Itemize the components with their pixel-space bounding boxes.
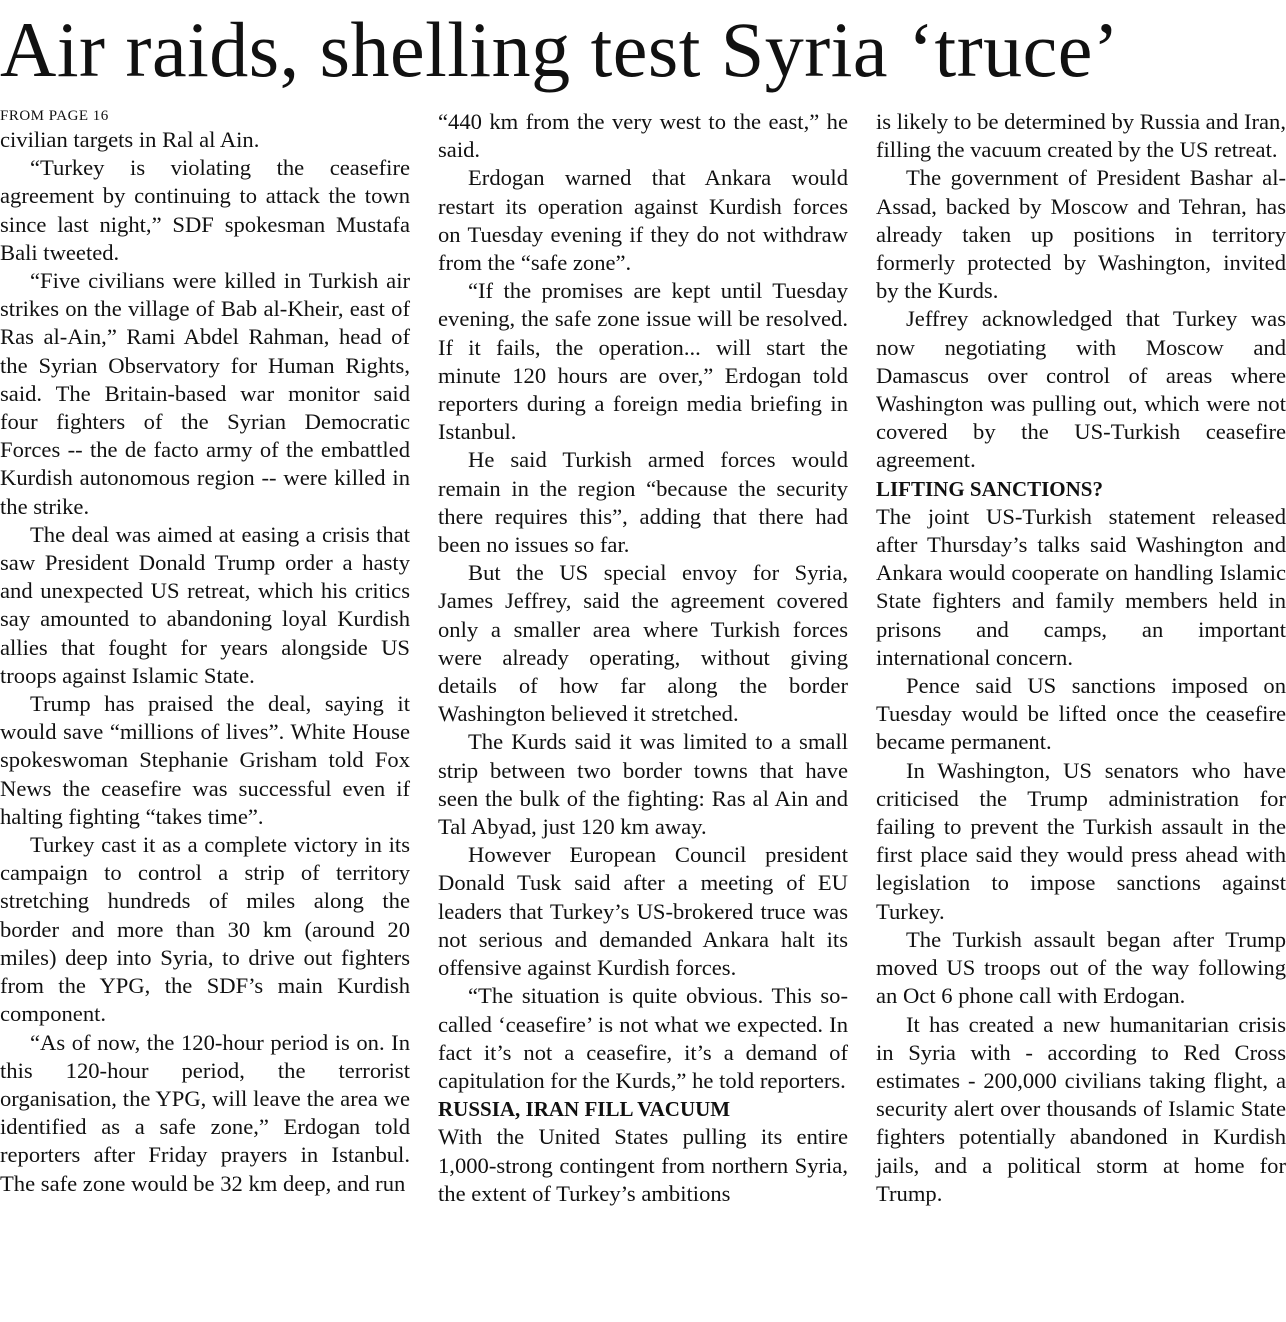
paragraph: With the United States pulling its entire 1,000-strong contingent from northern Syria, the extent of Turkey’s ambitions <box>438 1124 848 1206</box>
paragraph: is likely to be determined by Russia and Iran, filling the vacuum created by the US retreat. <box>876 109 1286 163</box>
paragraph: The joint US-Turkish statement released after Thursday’s talks said Washington and Ankara would cooperate on handling Islamic State fighters and family members held in prisons and camps, an important international concern. <box>876 503 1286 670</box>
paragraph: “440 km from the very west to the east,” he said. <box>438 109 848 163</box>
section-subhead: LIFTING SANCTIONS? <box>876 476 1103 501</box>
paragraph: Pence said US sanctions imposed on Tuesday would be lifted once the ceasefire became permanent. <box>876 673 1286 755</box>
paragraph: However European Council president Donald Tusk said after a meeting of EU leaders that Turkey’s US-brokered truce was not serious and demanded Ankara halt its offensive against Kurdish forces. <box>438 842 848 981</box>
paragraph: He said Turkish armed forces would remain in the region “because the security there requires this”, adding that there had been no issues so far. <box>438 447 848 558</box>
paragraph: The government of President Bashar al-Assad, backed by Moscow and Tehran, has already taken up positions in territory formerly protected by Washington, invited by the Kurds. <box>876 165 1286 304</box>
article-column-2 <box>438 108 848 1208</box>
paragraph: “As of now, the 120-hour period is on. In this 120-hour period, the terrorist organisation, the YPG, will leave the area we identified as a safe zone,” Erdogan told reporters after Friday prayers in Istanbul. The safe zone would be 32 km deep, and run <box>0 1029 410 1196</box>
paragraph: It has created a new humanitarian crisis in Syria with - according to Red Cross estimates - 200,000 civilians taking flight, a security alert over thousands of Islamic State fighters potentially abandoned in Kurdish jails, and a political storm at home for Trump. <box>876 1011 1286 1206</box>
paragraph: “The situation is quite obvious. This so-called ‘ceasefire’ is not what we expected. In fact it’s not a ceasefire, it’s a demand of capitulation for the Kurds,” he told reporters. <box>438 983 848 1093</box>
continued-from-label: FROM PAGE 16 <box>0 108 109 124</box>
paragraph: Jeffrey acknowledged that Turkey was now negotiating with Moscow and Damascus over control of areas where Washington was pulling out, which were not covered by the US-Turkish ceasefire agreement. <box>876 306 1286 473</box>
paragraph: The Turkish assault began after Trump moved US troops out of the way following an Oct 6 phone call with Erdogan. <box>876 926 1286 1009</box>
section-subhead: RUSSIA, IRAN FILL VACUUM <box>438 1097 731 1122</box>
paragraph: civilian targets in Ral al Ain. <box>0 127 260 152</box>
paragraph: “Turkey is violating the ceasefire agreement by continuing to attack the town since last night,” SDF spokesman Mustafa Bali tweeted. <box>0 155 410 265</box>
paragraph: Erdogan warned that Ankara would restart its operation against Kurdish forces on Tuesday evening if they do not withdraw from the “safe zone”. <box>438 165 848 276</box>
paragraph: In Washington, US senators who have criticised the Trump administration for failing to prevent the Turkish assault in the first place said they would press ahead with legislation to impose sanctions against Turkey. <box>876 757 1286 924</box>
paragraph: But the US special envoy for Syria, James Jeffrey, said the agreement covered only a smaller area where Turkish forces were already operating, without giving details of how far along the border Washington believed it stretched. <box>438 560 848 727</box>
article-column-1 <box>0 107 410 1198</box>
article-column-3 <box>876 108 1286 1208</box>
paragraph: “If the promises are kept until Tuesday evening, the safe zone issue will be resolved. If it fails, the operation... will start the minute 120 hours are over,” Erdogan told reporters during a foreign media briefing in Istanbul. <box>438 278 848 445</box>
paragraph: The deal was aimed at easing a crisis that saw President Donald Trump order a hasty and unexpected US retreat, which his critics say amounted to abandoning loyal Kurdish allies that fought for years alongside US troops against Islamic State. <box>0 521 410 688</box>
paragraph: The Kurds said it was limited to a small strip between two border towns that have seen the bulk of the fighting: Ras al Ain and Tal Abyad, just 120 km away. <box>438 729 848 840</box>
paragraph: Trump has praised the deal, saying it would save “millions of lives”. White House spokeswoman Stephanie Grisham told Fox News the ceasefire was successful even if halting fighting “takes time”. <box>0 691 410 829</box>
paragraph: Turkey cast it as a complete victory in its campaign to control a strip of territory stretching hundreds of miles along the border and more than 30 km (around 20 miles) deep into Syria, to drive out fighters from the YPG, the SDF’s main Kurdish component. <box>0 832 410 1027</box>
paragraph: “Five civilians were killed in Turkish air strikes on the village of Bab al-Kheir, east of Ras al-Ain,” Rami Abdel Rahman, head of the Syrian Observatory for Human Rights, said. The Britain-based war monitor said four fighters of the Syrian Democratic Forces -- the de facto army of the embattled Kurdish autonomous region -- were killed in the strike. <box>0 268 410 519</box>
headline: Air raids, shelling test Syria ‘truce’ <box>0 6 1120 93</box>
